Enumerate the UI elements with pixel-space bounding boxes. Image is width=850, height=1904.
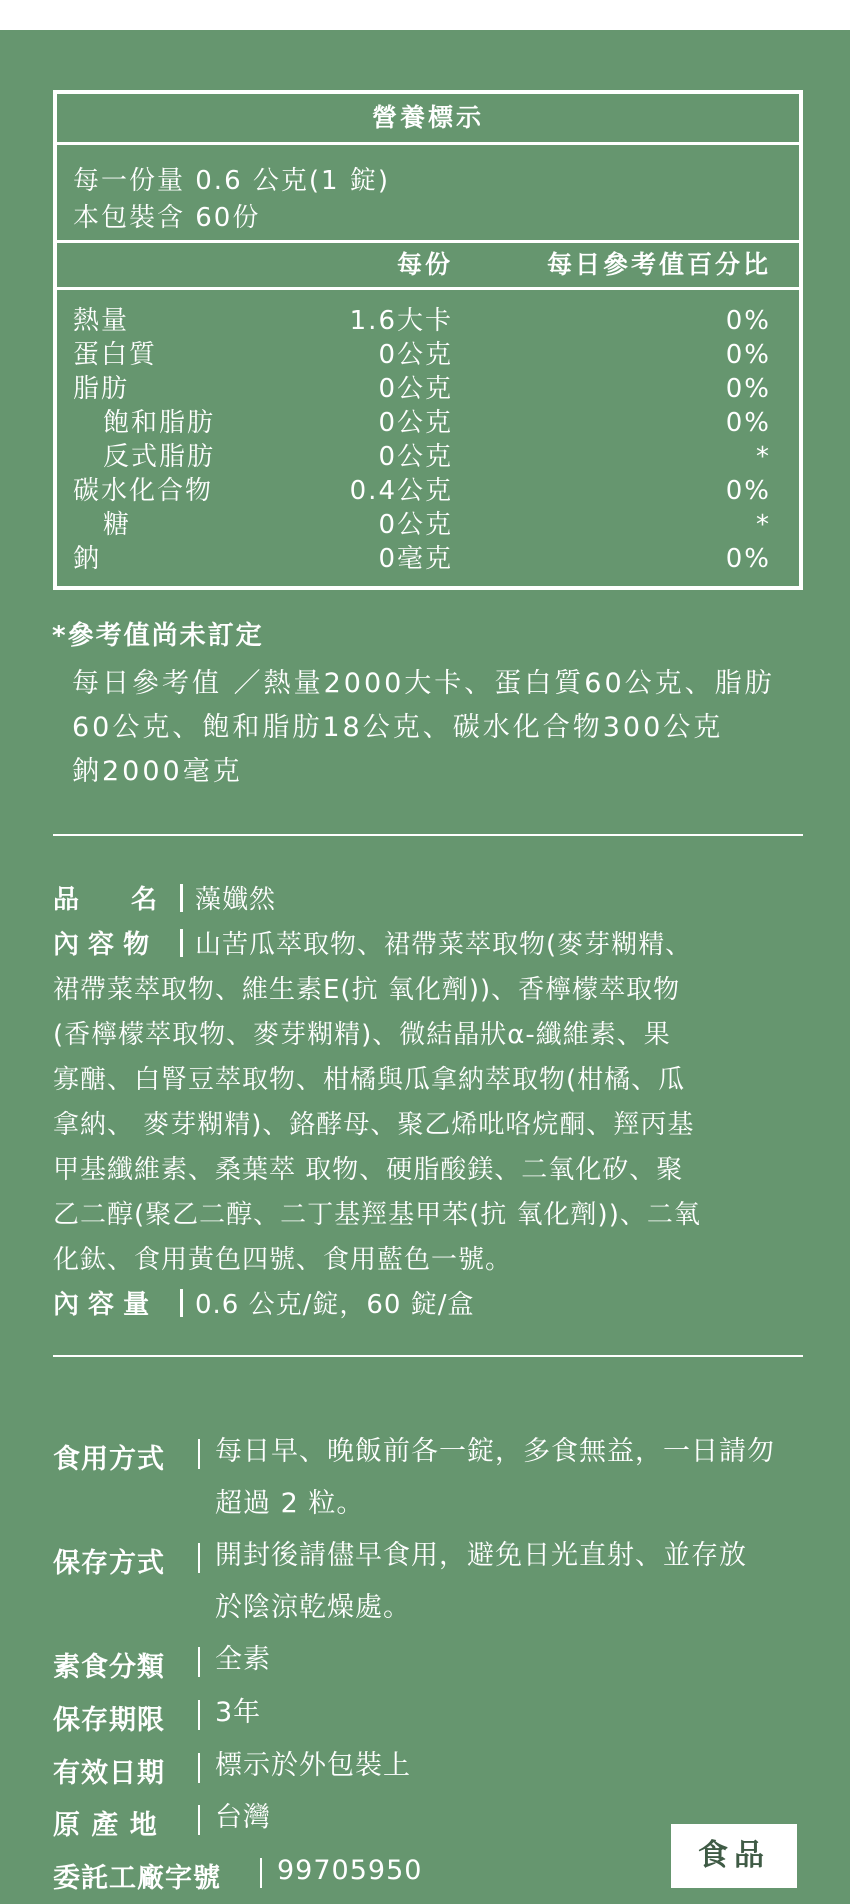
info-value-line: 於陰涼乾燥處。 — [215, 1592, 411, 1623]
nutrition-row — [57, 542, 799, 576]
product-name: 藻孅然 — [195, 885, 277, 915]
info-value — [215, 1740, 815, 1792]
info-value-line: 每日早、晚飯前各一錠，多食無益，一日請勿 — [215, 1436, 775, 1467]
ingredients-line: 甲基纖維素、桑葉萃 取物、硬脂酸鎂、二氧化矽、聚 — [53, 1155, 684, 1185]
info-value-line: 3年 — [215, 1697, 262, 1728]
net-amount: 0.6 公克/錠，60 錠/盒 — [195, 1290, 475, 1320]
separator — [198, 1700, 200, 1730]
info-value — [215, 1687, 815, 1739]
reference-note-line: 每日參考值 ／熱量2000大卡、蛋白質60公克、脂肪 — [72, 668, 775, 699]
nutrient-pct: 0% — [725, 544, 771, 574]
info-key: 保存方式 — [53, 1548, 165, 1579]
info-value-line: 台灣 — [215, 1802, 271, 1833]
info-value-line: 超過 2 粒。 — [215, 1488, 365, 1519]
ingredients-line: 化鈦、食用黃色四號、食用藍色一號。 — [53, 1245, 513, 1275]
nutrition-column-header — [57, 243, 799, 290]
ingredients-line: 山苦瓜萃取物、裙帶菜萃取物(麥芽糊精、 — [195, 930, 693, 960]
nutrient-name: 飽和脂肪 — [103, 408, 216, 438]
info-key: 素食分類 — [53, 1652, 165, 1683]
info-value-line: 全素 — [215, 1644, 271, 1675]
col-per-serving: 每份 — [396, 250, 453, 279]
product-name-label: 品 名 — [53, 885, 158, 915]
nutrition-row — [57, 508, 799, 542]
nutrition-row — [57, 304, 799, 338]
nutrition-row — [57, 338, 799, 372]
product-details — [53, 878, 813, 1328]
reference-note-line: 鈉2000毫克 — [72, 756, 243, 787]
divider — [53, 834, 803, 836]
nutrient-name: 鈉 — [73, 544, 102, 574]
nutrient-pct: * — [756, 510, 771, 540]
info-key: 保存期限 — [53, 1705, 165, 1736]
info-value — [215, 1426, 815, 1530]
ingredients-block — [53, 923, 813, 1283]
nutrient-name: 碳水化合物 — [73, 476, 214, 506]
nutrient-pct: * — [756, 442, 771, 472]
nutrient-value: 0公克 — [378, 340, 453, 370]
nutrient-name: 反式脂肪 — [103, 442, 216, 472]
info-key: 原 產 地 — [53, 1810, 158, 1841]
nutrition-row — [57, 440, 799, 474]
reference-note-title: *參考值尚未訂定 — [52, 621, 264, 651]
servings-per-package: 本包裝含 60份 — [73, 203, 261, 233]
nutrition-row — [57, 474, 799, 508]
info-value-line: 99705950 — [277, 1855, 423, 1886]
separator — [180, 929, 183, 957]
nutrient-value: 0公克 — [378, 442, 453, 472]
serving-info — [57, 145, 799, 243]
separator — [260, 1858, 262, 1888]
nutrient-value: 0毫克 — [378, 544, 453, 574]
nutrient-pct: 0% — [725, 374, 771, 404]
nutrient-pct: 0% — [725, 340, 771, 370]
food-category-badge: 食品 — [671, 1824, 797, 1888]
nutrition-row — [57, 406, 799, 440]
ingredients-line: 乙二醇(聚乙二醇、二丁基羥基甲苯(抗 氧化劑))、二氧 — [53, 1200, 701, 1230]
ingredients-line: (香檸檬萃取物、麥芽糊精)、微結晶狀α-纖維素、果 — [53, 1020, 671, 1050]
nutrient-value: 0公克 — [378, 510, 453, 540]
ingredients-first-line — [53, 923, 813, 968]
serving-size: 每一份量 0.6 公克(1 錠) — [73, 166, 390, 196]
separator — [198, 1805, 200, 1835]
nutrient-name: 蛋白質 — [73, 340, 158, 370]
nutrient-name: 脂肪 — [73, 374, 130, 404]
separator — [180, 1289, 183, 1317]
net-amount-label: 內 容 量 — [53, 1290, 150, 1320]
separator — [198, 1753, 200, 1783]
info-value — [215, 1530, 815, 1634]
reference-note-line: 60公克、飽和脂肪18公克、碳水化合物300公克 — [72, 712, 724, 743]
product-name-row — [53, 878, 813, 923]
nutrient-name: 熱量 — [73, 306, 130, 336]
separator — [198, 1543, 200, 1573]
nutrient-value: 0公克 — [378, 374, 453, 404]
ingredients-line: 拿納、 麥芽糊精)、鉻酵母、聚乙烯吡咯烷酮、羥丙基 — [53, 1110, 695, 1140]
info-value — [215, 1634, 815, 1686]
separator — [180, 884, 183, 912]
ingredients-line: 裙帶菜萃取物、維生素E(抗 氧化劑))、香檸檬萃取物 — [53, 975, 681, 1005]
nutrition-facts-table — [53, 90, 803, 590]
product-info-panel — [0, 30, 850, 1904]
nutrient-value: 1.6大卡 — [349, 306, 453, 336]
nutrient-name: 糖 — [103, 510, 132, 540]
net-amount-row — [53, 1283, 813, 1328]
info-key: 委託工廠字號 — [53, 1863, 221, 1894]
nutrient-value: 0.4公克 — [349, 476, 453, 506]
ingredients-label: 內 容 物 — [53, 930, 150, 960]
reference-note-text — [72, 662, 812, 794]
separator — [198, 1439, 200, 1469]
col-daily-value: 每日參考值百分比 — [546, 250, 771, 279]
nutrient-pct: 0% — [725, 306, 771, 336]
nutrition-rows — [57, 290, 799, 576]
separator — [198, 1647, 200, 1677]
info-value-line: 標示於外包裝上 — [215, 1750, 411, 1781]
nutrition-title: 營養標示 — [57, 94, 799, 145]
info-value-line: 開封後請儘早食用，避免日光直射、並存放 — [215, 1540, 747, 1571]
nutrient-value: 0公克 — [378, 408, 453, 438]
divider — [53, 1355, 803, 1357]
nutrient-pct: 0% — [725, 476, 771, 506]
nutrient-pct: 0% — [725, 408, 771, 438]
ingredients-line: 寡醣、白腎豆萃取物、柑橘與瓜拿納萃取物(柑橘、瓜 — [53, 1065, 686, 1095]
nutrition-row — [57, 372, 799, 406]
info-key: 有效日期 — [53, 1758, 165, 1789]
info-key: 食用方式 — [53, 1444, 165, 1475]
